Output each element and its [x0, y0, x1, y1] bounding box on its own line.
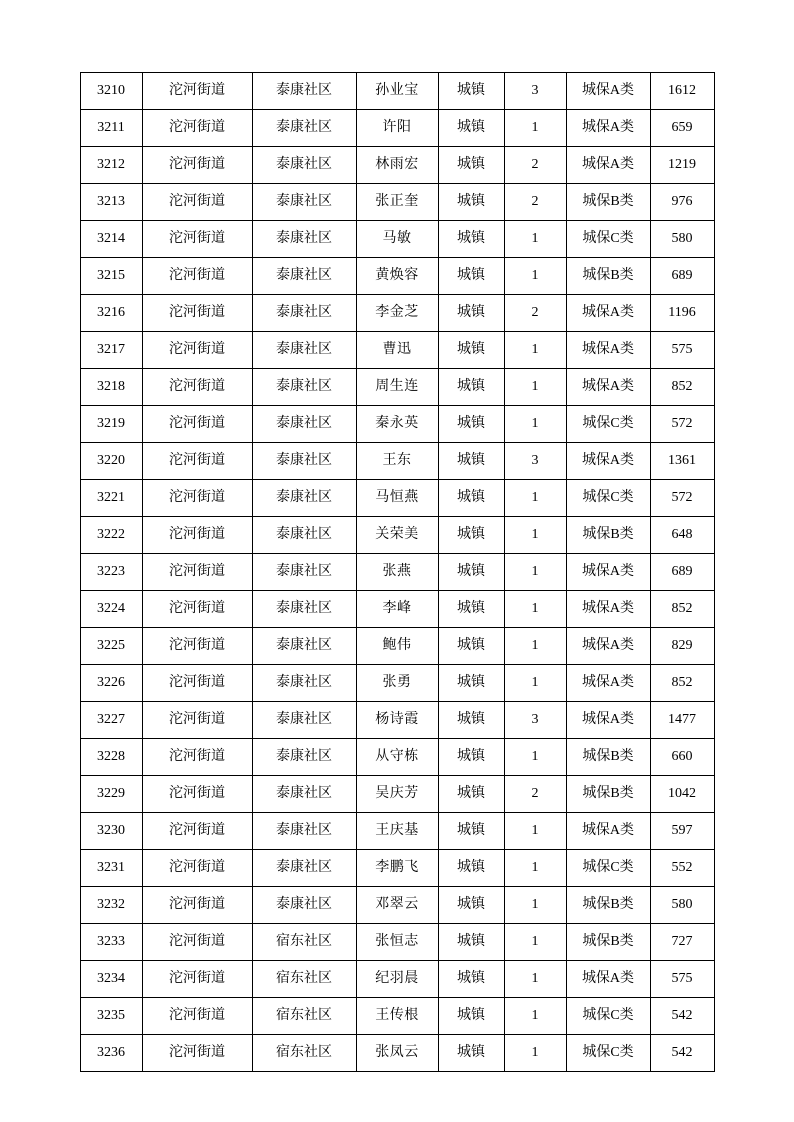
cell-category: 城保A类	[566, 665, 650, 702]
cell-count: 1	[504, 258, 566, 295]
cell-type: 城镇	[438, 147, 504, 184]
cell-name: 李鹏飞	[356, 850, 438, 887]
table-row	[80, 443, 714, 480]
table-row	[80, 110, 714, 147]
cell-sequence: 3236	[80, 1035, 142, 1072]
table-row	[80, 961, 714, 998]
cell-community: 宿东社区	[252, 998, 356, 1035]
cell-street: 沱河街道	[142, 517, 252, 554]
cell-type: 城镇	[438, 924, 504, 961]
cell-name: 张勇	[356, 665, 438, 702]
cell-category: 城保A类	[566, 295, 650, 332]
cell-street: 沱河街道	[142, 591, 252, 628]
cell-street: 沱河街道	[142, 850, 252, 887]
table-row	[80, 887, 714, 924]
cell-sequence: 3210	[80, 73, 142, 110]
cell-name: 张正奎	[356, 184, 438, 221]
cell-count: 1	[504, 221, 566, 258]
cell-count: 1	[504, 480, 566, 517]
cell-category: 城保C类	[566, 406, 650, 443]
cell-amount: 580	[650, 887, 714, 924]
cell-amount: 659	[650, 110, 714, 147]
cell-category: 城保B类	[566, 184, 650, 221]
cell-amount: 648	[650, 517, 714, 554]
cell-name: 鲍伟	[356, 628, 438, 665]
cell-name: 张恒志	[356, 924, 438, 961]
cell-street: 沱河街道	[142, 628, 252, 665]
cell-count: 1	[504, 110, 566, 147]
table-row	[80, 554, 714, 591]
cell-count: 2	[504, 147, 566, 184]
cell-street: 沱河街道	[142, 665, 252, 702]
cell-sequence: 3220	[80, 443, 142, 480]
cell-street: 沱河街道	[142, 147, 252, 184]
cell-community: 泰康社区	[252, 517, 356, 554]
table-row	[80, 702, 714, 739]
cell-sequence: 3215	[80, 258, 142, 295]
table-row	[80, 369, 714, 406]
table-row	[80, 739, 714, 776]
table-row	[80, 332, 714, 369]
cell-name: 邓翠云	[356, 887, 438, 924]
cell-name: 杨诗霞	[356, 702, 438, 739]
cell-sequence: 3229	[80, 776, 142, 813]
cell-category: 城保A类	[566, 443, 650, 480]
cell-street: 沱河街道	[142, 998, 252, 1035]
cell-street: 沱河街道	[142, 813, 252, 850]
cell-street: 沱河街道	[142, 295, 252, 332]
cell-type: 城镇	[438, 665, 504, 702]
table-row	[80, 184, 714, 221]
cell-name: 秦永英	[356, 406, 438, 443]
cell-community: 泰康社区	[252, 443, 356, 480]
cell-category: 城保A类	[566, 147, 650, 184]
cell-amount: 689	[650, 258, 714, 295]
cell-sequence: 3231	[80, 850, 142, 887]
cell-street: 沱河街道	[142, 887, 252, 924]
cell-category: 城保A类	[566, 961, 650, 998]
cell-count: 1	[504, 628, 566, 665]
cell-street: 沱河街道	[142, 924, 252, 961]
cell-community: 泰康社区	[252, 702, 356, 739]
table-row	[80, 147, 714, 184]
cell-community: 泰康社区	[252, 221, 356, 258]
cell-name: 纪羽晨	[356, 961, 438, 998]
table-row	[80, 776, 714, 813]
cell-type: 城镇	[438, 591, 504, 628]
cell-name: 王传根	[356, 998, 438, 1035]
cell-name: 曹迅	[356, 332, 438, 369]
cell-category: 城保A类	[566, 73, 650, 110]
cell-sequence: 3226	[80, 665, 142, 702]
cell-amount: 575	[650, 961, 714, 998]
cell-type: 城镇	[438, 221, 504, 258]
table-row	[80, 258, 714, 295]
cell-sequence: 3230	[80, 813, 142, 850]
cell-community: 泰康社区	[252, 887, 356, 924]
cell-category: 城保B类	[566, 776, 650, 813]
cell-name: 张燕	[356, 554, 438, 591]
cell-amount: 572	[650, 406, 714, 443]
cell-amount: 1361	[650, 443, 714, 480]
cell-sequence: 3234	[80, 961, 142, 998]
cell-name: 林雨宏	[356, 147, 438, 184]
cell-category: 城保A类	[566, 110, 650, 147]
cell-community: 泰康社区	[252, 110, 356, 147]
cell-count: 2	[504, 184, 566, 221]
cell-name: 王庆基	[356, 813, 438, 850]
cell-sequence: 3219	[80, 406, 142, 443]
cell-type: 城镇	[438, 369, 504, 406]
cell-type: 城镇	[438, 258, 504, 295]
cell-sequence: 3224	[80, 591, 142, 628]
cell-type: 城镇	[438, 480, 504, 517]
cell-name: 张凤云	[356, 1035, 438, 1072]
cell-amount: 689	[650, 554, 714, 591]
cell-sequence: 3217	[80, 332, 142, 369]
cell-category: 城保B类	[566, 517, 650, 554]
cell-type: 城镇	[438, 184, 504, 221]
table-row	[80, 628, 714, 665]
cell-category: 城保C类	[566, 480, 650, 517]
table-row	[80, 73, 714, 110]
table-row	[80, 517, 714, 554]
cell-street: 沱河街道	[142, 480, 252, 517]
cell-type: 城镇	[438, 813, 504, 850]
table-row	[80, 850, 714, 887]
cell-count: 1	[504, 665, 566, 702]
cell-type: 城镇	[438, 776, 504, 813]
cell-community: 泰康社区	[252, 147, 356, 184]
cell-name: 关荣美	[356, 517, 438, 554]
cell-sequence: 3212	[80, 147, 142, 184]
cell-amount: 852	[650, 591, 714, 628]
cell-category: 城保B类	[566, 258, 650, 295]
cell-community: 宿东社区	[252, 1035, 356, 1072]
cell-community: 泰康社区	[252, 406, 356, 443]
cell-amount: 597	[650, 813, 714, 850]
cell-name: 黄焕容	[356, 258, 438, 295]
cell-community: 泰康社区	[252, 628, 356, 665]
cell-category: 城保A类	[566, 702, 650, 739]
cell-community: 泰康社区	[252, 591, 356, 628]
table-row	[80, 295, 714, 332]
cell-type: 城镇	[438, 110, 504, 147]
cell-name: 从守栋	[356, 739, 438, 776]
cell-amount: 976	[650, 184, 714, 221]
cell-street: 沱河街道	[142, 110, 252, 147]
cell-street: 沱河街道	[142, 443, 252, 480]
beneficiary-table	[80, 72, 715, 1072]
cell-count: 1	[504, 924, 566, 961]
cell-amount: 852	[650, 369, 714, 406]
cell-category: 城保A类	[566, 332, 650, 369]
cell-name: 马敏	[356, 221, 438, 258]
cell-community: 泰康社区	[252, 480, 356, 517]
cell-community: 泰康社区	[252, 739, 356, 776]
cell-type: 城镇	[438, 887, 504, 924]
cell-community: 泰康社区	[252, 184, 356, 221]
cell-amount: 580	[650, 221, 714, 258]
cell-amount: 1219	[650, 147, 714, 184]
cell-street: 沱河街道	[142, 1035, 252, 1072]
cell-type: 城镇	[438, 850, 504, 887]
cell-count: 1	[504, 517, 566, 554]
cell-type: 城镇	[438, 998, 504, 1035]
table-row	[80, 1035, 714, 1072]
cell-count: 1	[504, 813, 566, 850]
cell-sequence: 3228	[80, 739, 142, 776]
cell-category: 城保B类	[566, 887, 650, 924]
cell-sequence: 3233	[80, 924, 142, 961]
cell-count: 1	[504, 998, 566, 1035]
cell-street: 沱河街道	[142, 776, 252, 813]
cell-street: 沱河街道	[142, 702, 252, 739]
cell-amount: 1042	[650, 776, 714, 813]
cell-count: 1	[504, 739, 566, 776]
cell-name: 李峰	[356, 591, 438, 628]
table-row	[80, 813, 714, 850]
cell-street: 沱河街道	[142, 406, 252, 443]
cell-amount: 542	[650, 1035, 714, 1072]
cell-community: 泰康社区	[252, 369, 356, 406]
table-row	[80, 591, 714, 628]
cell-sequence: 3221	[80, 480, 142, 517]
cell-sequence: 3216	[80, 295, 142, 332]
cell-street: 沱河街道	[142, 73, 252, 110]
cell-street: 沱河街道	[142, 554, 252, 591]
cell-amount: 552	[650, 850, 714, 887]
cell-street: 沱河街道	[142, 369, 252, 406]
cell-name: 孙业宝	[356, 73, 438, 110]
cell-amount: 1196	[650, 295, 714, 332]
table-row	[80, 221, 714, 258]
cell-sequence: 3227	[80, 702, 142, 739]
cell-count: 3	[504, 443, 566, 480]
cell-count: 1	[504, 406, 566, 443]
cell-sequence: 3214	[80, 221, 142, 258]
cell-name: 王东	[356, 443, 438, 480]
cell-community: 泰康社区	[252, 850, 356, 887]
table-row	[80, 406, 714, 443]
cell-amount: 1477	[650, 702, 714, 739]
cell-sequence: 3232	[80, 887, 142, 924]
cell-type: 城镇	[438, 295, 504, 332]
cell-type: 城镇	[438, 1035, 504, 1072]
cell-type: 城镇	[438, 554, 504, 591]
cell-community: 泰康社区	[252, 73, 356, 110]
cell-sequence: 3213	[80, 184, 142, 221]
cell-street: 沱河街道	[142, 961, 252, 998]
cell-type: 城镇	[438, 332, 504, 369]
cell-count: 1	[504, 369, 566, 406]
cell-count: 3	[504, 73, 566, 110]
cell-amount: 829	[650, 628, 714, 665]
cell-community: 泰康社区	[252, 332, 356, 369]
cell-name: 吴庆芳	[356, 776, 438, 813]
cell-category: 城保C类	[566, 850, 650, 887]
cell-category: 城保A类	[566, 369, 650, 406]
cell-type: 城镇	[438, 406, 504, 443]
cell-street: 沱河街道	[142, 332, 252, 369]
cell-amount: 575	[650, 332, 714, 369]
cell-count: 1	[504, 554, 566, 591]
cell-name: 马恒燕	[356, 480, 438, 517]
cell-community: 泰康社区	[252, 295, 356, 332]
cell-type: 城镇	[438, 702, 504, 739]
cell-count: 2	[504, 295, 566, 332]
table-row	[80, 998, 714, 1035]
cell-community: 泰康社区	[252, 776, 356, 813]
cell-count: 2	[504, 776, 566, 813]
cell-category: 城保A类	[566, 591, 650, 628]
cell-sequence: 3225	[80, 628, 142, 665]
cell-type: 城镇	[438, 73, 504, 110]
cell-category: 城保A类	[566, 813, 650, 850]
cell-category: 城保A类	[566, 628, 650, 665]
cell-count: 1	[504, 887, 566, 924]
cell-count: 3	[504, 702, 566, 739]
cell-count: 1	[504, 1035, 566, 1072]
cell-category: 城保C类	[566, 998, 650, 1035]
cell-street: 沱河街道	[142, 258, 252, 295]
cell-sequence: 3211	[80, 110, 142, 147]
cell-count: 1	[504, 850, 566, 887]
cell-category: 城保C类	[566, 221, 650, 258]
cell-category: 城保A类	[566, 554, 650, 591]
cell-type: 城镇	[438, 443, 504, 480]
cell-community: 泰康社区	[252, 258, 356, 295]
cell-count: 1	[504, 591, 566, 628]
cell-type: 城镇	[438, 517, 504, 554]
cell-name: 周生连	[356, 369, 438, 406]
cell-community: 泰康社区	[252, 813, 356, 850]
cell-type: 城镇	[438, 961, 504, 998]
cell-street: 沱河街道	[142, 739, 252, 776]
table-row	[80, 924, 714, 961]
cell-amount: 852	[650, 665, 714, 702]
cell-street: 沱河街道	[142, 184, 252, 221]
cell-amount: 727	[650, 924, 714, 961]
cell-community: 宿东社区	[252, 961, 356, 998]
cell-sequence: 3235	[80, 998, 142, 1035]
table-row	[80, 665, 714, 702]
cell-amount: 542	[650, 998, 714, 1035]
cell-sequence: 3223	[80, 554, 142, 591]
cell-sequence: 3218	[80, 369, 142, 406]
cell-count: 1	[504, 332, 566, 369]
cell-category: 城保C类	[566, 1035, 650, 1072]
cell-count: 1	[504, 961, 566, 998]
cell-name: 许阳	[356, 110, 438, 147]
cell-community: 泰康社区	[252, 554, 356, 591]
cell-name: 李金芝	[356, 295, 438, 332]
cell-amount: 660	[650, 739, 714, 776]
cell-type: 城镇	[438, 739, 504, 776]
cell-amount: 1612	[650, 73, 714, 110]
table-row	[80, 480, 714, 517]
cell-community: 泰康社区	[252, 665, 356, 702]
cell-category: 城保B类	[566, 739, 650, 776]
cell-category: 城保B类	[566, 924, 650, 961]
table-body	[80, 73, 714, 1072]
cell-street: 沱河街道	[142, 221, 252, 258]
cell-community: 宿东社区	[252, 924, 356, 961]
cell-type: 城镇	[438, 628, 504, 665]
cell-amount: 572	[650, 480, 714, 517]
cell-sequence: 3222	[80, 517, 142, 554]
